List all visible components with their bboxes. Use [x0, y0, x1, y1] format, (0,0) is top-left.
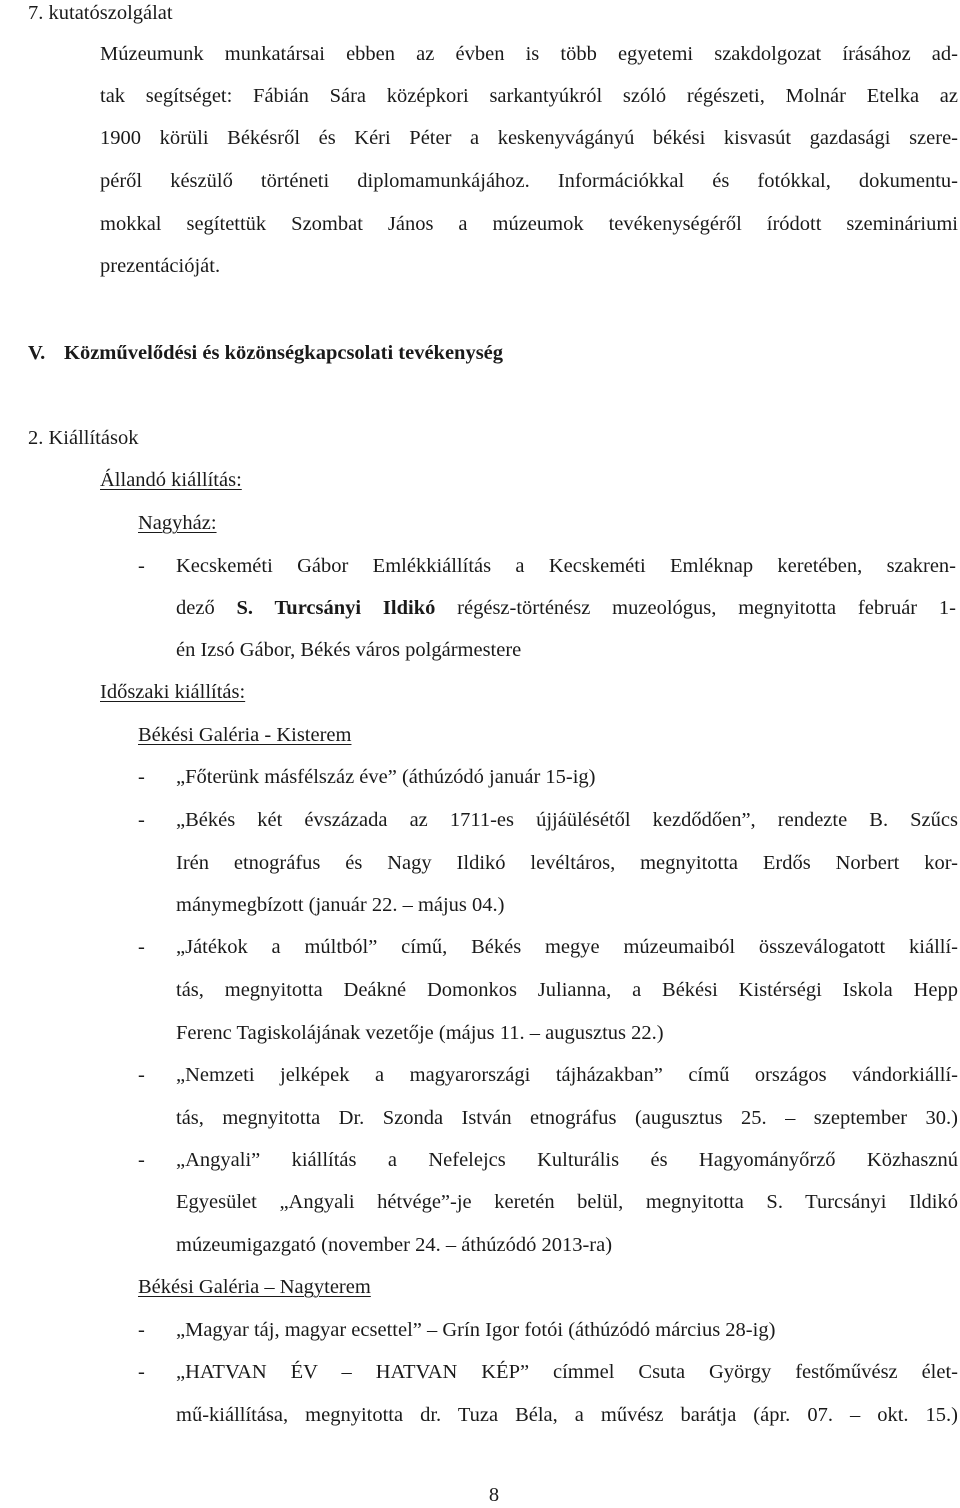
- page-number: 8: [488, 1484, 500, 1506]
- list-item-line: „Nemzeti jelképek a magyarországi tájházakban” című országos vándorkiállí-: [176, 1064, 958, 1086]
- paragraph-line: 1900 körüli Békésről és Kéri Péter a keskenyvágányú békési kisvasút gazdasági szere-: [100, 127, 958, 149]
- kisterem-label: Békési Galéria - Kisterem: [138, 724, 352, 746]
- list-item-line: én Izsó Gábor, Békés város polgármestere: [176, 639, 522, 661]
- list-dash: -: [138, 1149, 145, 1171]
- list-item-line: tás, megnyitotta Deákné Domonkos Julianna, a Békési Kistérségi Iskola Hepp: [176, 979, 958, 1001]
- permanent-exhibition-label: Állandó kiállítás:: [100, 469, 242, 491]
- list-dash: -: [138, 936, 145, 958]
- list-item-line: tás, megnyitotta Dr. Szonda István etnográfus (augusztus 25. – szeptember 30.): [176, 1107, 958, 1129]
- list-dash: -: [138, 1319, 145, 1341]
- section-heading-research: 7. kutatószolgálat: [28, 2, 173, 24]
- list-item-line: Ferenc Tagiskolájának vezetője (május 11. – augusztus 22.): [176, 1022, 664, 1044]
- paragraph-line: péről készülő történeti diplomamunkájához. Információkkal és fotókkal, dokumentu-: [100, 170, 958, 192]
- curator-name: S. Turcsányi Ildikó: [236, 597, 436, 619]
- list-dash: -: [138, 766, 145, 788]
- text-fragment: régész-történész muzeológus, megnyitotta február 1-: [435, 597, 957, 619]
- list-item-line: Kecskeméti Gábor Emlékkiállítás a Kecskeméti Emléknap keretében, szakren-: [176, 555, 956, 577]
- list-item-line: Egyesület „Angyali hétvége”-je keretén belül, megnyitotta S. Turcsányi Ildikó: [176, 1191, 958, 1213]
- list-dash: -: [138, 809, 145, 831]
- list-item-line: „Angyali” kiállítás a Nefelejcs Kulturális és Hagyományőrző Közhasznú: [176, 1149, 958, 1171]
- list-item-line: „Magyar táj, magyar ecsettel” – Grín Igor fotói (áthúzódó március 28-ig): [176, 1319, 776, 1341]
- paragraph-line: Múzeumunk munkatársai ebben az évben is több egyetemi szakdolgozat írásához ad-: [100, 43, 958, 65]
- text-fragment: dező: [176, 597, 237, 619]
- list-item-line: múzeumigazgató (november 24. – áthúzódó 2013-ra): [176, 1234, 613, 1256]
- section-title: Közművelődési és közönségkapcsolati tevékenység: [64, 342, 504, 364]
- list-dash: -: [138, 1361, 145, 1383]
- list-item-line: „Békés két évszázada az 1711-es újjáülésétől kezdődően”, rendezte B. Szűcs: [176, 809, 958, 831]
- paragraph-line: mokkal segítettük Szombat János a múzeumok tevékenységéről íródott szemináriumi: [100, 213, 958, 235]
- list-dash: -: [138, 555, 145, 577]
- nagyterem-label: Békési Galéria – Nagyterem: [138, 1276, 371, 1298]
- list-item-line: „HATVAN ÉV – HATVAN KÉP” címmel Csuta György festőművész élet-: [176, 1361, 958, 1383]
- temporary-exhibition-label: Időszaki kiállítás:: [100, 681, 246, 703]
- list-item-line: mánymegbízott (január 22. – május 04.): [176, 894, 505, 916]
- list-item-line: mű-kiállítása, megnyitotta dr. Tuza Béla, a művész barátja (ápr. 07. – okt. 15.): [176, 1404, 958, 1426]
- section-numeral: V.: [28, 342, 46, 364]
- list-item-line: [176, 595, 956, 621]
- paragraph-line: prezentációját.: [100, 255, 221, 277]
- list-item-line: „Játékok a múltból” című, Békés megye múzeumaiból összeválogatott kiállí-: [176, 936, 958, 958]
- list-item-line: Irén etnográfus és Nagy Ildikó levéltáros, megnyitotta Erdős Norbert kor-: [176, 852, 958, 874]
- list-item-line: „Főterünk másfélszáz éve” (áthúzódó január 15-ig): [176, 766, 596, 788]
- nagyhaz-label: Nagyház:: [138, 512, 217, 534]
- exhibitions-heading: 2. Kiállítások: [28, 427, 139, 449]
- list-dash: -: [138, 1064, 145, 1086]
- paragraph-line: tak segítséget: Fábián Sára középkori sarkantyúkról szóló régészeti, Molnár Etelka az: [100, 85, 958, 107]
